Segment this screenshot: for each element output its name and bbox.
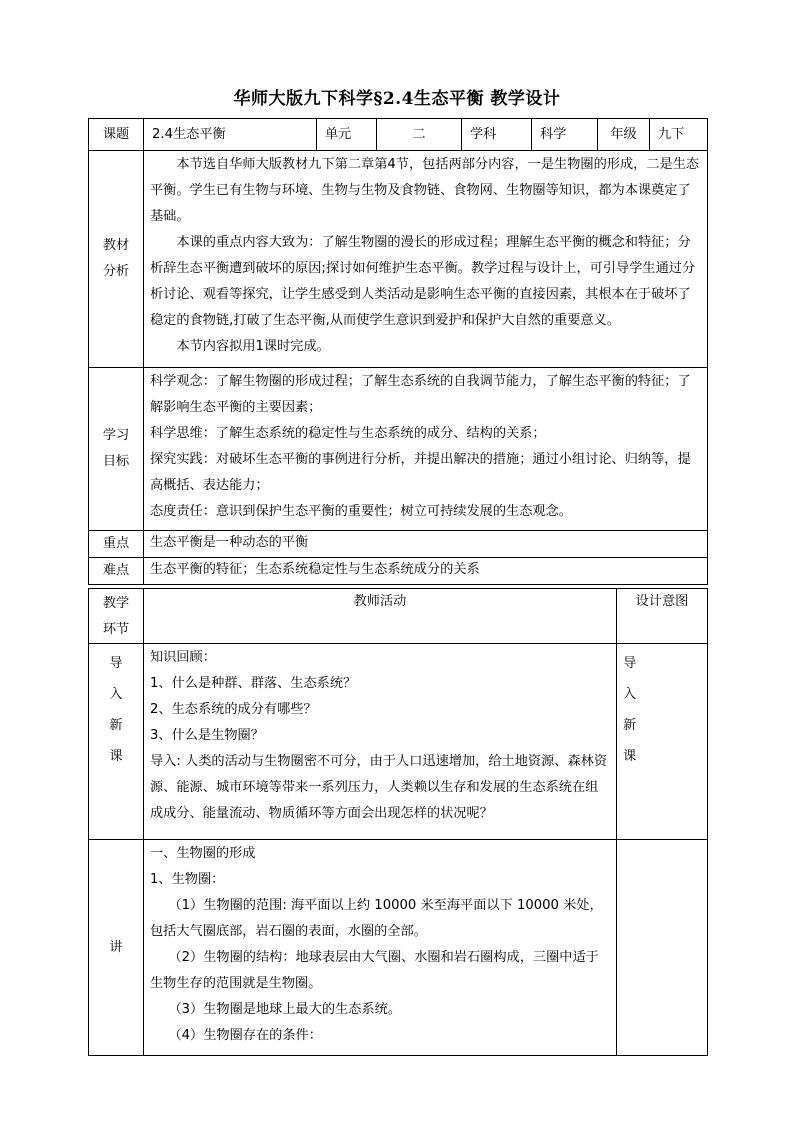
intro-intent-char: 入: [623, 687, 637, 702]
lecture-row: [89, 840, 708, 1056]
intro-intent: [617, 644, 708, 840]
objective-item: 科学思维：了解生态系统的稳定性与生态系统的成分、结构的关系；: [150, 426, 546, 441]
intro-line: 知识回顾：: [150, 650, 216, 665]
difficulty-label: 难点: [89, 558, 144, 585]
analysis-label-line: 分析: [102, 264, 130, 279]
intro-line: 2、生态系统的成分有哪些？: [150, 702, 317, 717]
analysis-paragraph: 本课的重点内容大致为：了解生物圈的漫长的形成过程；理解生态平衡的概念和特征；分析辞生态平衡遭到破坏的原因;探讨如何维护生态平衡。教学过程与设计上，可引导学生通过分析讨论、观看等探究，让学生感受到人类活动是影响生态平衡的直接因素，其根本在于破坏了稳定的食物链,打破了生态平衡,从而使学生意识到爱护和保护大自然的重要意义。: [150, 235, 696, 328]
lecture-content: [144, 840, 617, 1056]
subject-label: 学科: [462, 119, 532, 151]
header-row: [89, 119, 708, 151]
intro-intent-char: 新: [623, 718, 637, 733]
analysis-row: [89, 151, 708, 368]
difficulty-row: [89, 558, 708, 585]
page-title: 华师大版九下科学§2.4生态平衡 教学设计: [233, 89, 561, 109]
intro-stage-char: 课: [109, 749, 123, 764]
intro-line: 导入: 人类的活动与生物圈密不可分，由于人口迅速增加，给土地资源、森林资源、能源、城市环境等带来一系列压力，人类赖以生存和发展的生态系统在组成成分、能量流动、物质循环等方面会出现怎样的状况呢？: [150, 754, 608, 821]
stage-header-line: 教学: [102, 596, 130, 611]
lecture-line: （1）生物圈的范围: 海平面以上约 10000 米至海平面以下 10000 米处，包括大气圈底部，岩石圈的表面，水圈的全部。: [150, 898, 603, 939]
lesson-info-table: [88, 118, 708, 585]
intro-line: 1、什么是种群、群落、生态系统？: [150, 676, 357, 691]
lecture-stage: 讲: [89, 840, 144, 1056]
unit-label: 单元: [317, 119, 377, 151]
objective-item: 科学观念：了解生物圈的形成过程；了解生态系统的自我调节能力，了解生态平衡的特征；了解影响生态平衡的主要因素；: [150, 374, 691, 415]
intro-row: [89, 644, 708, 840]
design-intent-header: 设计意图: [617, 589, 708, 644]
key-point-label: 重点: [89, 531, 144, 558]
intro-intent-char: 导: [623, 656, 637, 671]
objectives-label-line: 目标: [102, 454, 130, 469]
process-header-row: [89, 589, 708, 644]
objectives-row: [89, 368, 708, 531]
key-point-row: [89, 531, 708, 558]
analysis-label-line: 教材: [102, 238, 130, 253]
grade-value: 九下: [650, 119, 708, 151]
intro-line: 3、什么是生物圈？: [150, 728, 264, 743]
intro-stage-char: 导: [109, 656, 123, 671]
unit-value: 二: [377, 119, 462, 151]
analysis-content: [144, 151, 708, 368]
intro-stage: [89, 644, 144, 840]
subject-value: 科学: [532, 119, 598, 151]
objectives-content: [144, 368, 708, 531]
intro-stage-char: 入: [109, 687, 123, 702]
objective-item: 态度责任：意识到保护生态平衡的重要性；树立可持续发展的生态观念。: [150, 504, 572, 519]
stage-header-line: 环节: [102, 622, 130, 637]
teacher-activity-header: 教师活动: [144, 589, 617, 644]
lecture-line: 一、生物圈的形成: [150, 846, 256, 861]
lecture-intent: [617, 840, 708, 1056]
difficulty-text: 生态平衡的特征；生态系统稳定性与生态系统成分的关系: [144, 558, 708, 585]
intro-content: [144, 644, 617, 840]
topic-value: 2.4生态平衡: [144, 119, 317, 151]
teaching-process-table: [88, 588, 708, 1056]
objective-item: 探究实践：对破坏生态平衡的事例进行分析，并提出解决的措施；通过小组讨论、归纳等，提高概括、表达能力；: [150, 452, 691, 493]
grade-label: 年级: [598, 119, 650, 151]
topic-label: 课题: [89, 119, 144, 151]
analysis-label: [89, 151, 144, 368]
analysis-paragraph: 本节内容拟用1课时完成。: [176, 339, 330, 354]
lecture-line: （2）生物圈的结构：地球表层由大气圈、水圈和岩石圈构成，三圈中适于生物生存的范围就是生物圈。: [150, 950, 599, 991]
lecture-line: 1、生物圈：: [150, 872, 225, 887]
key-point-text: 生态平衡是一种动态的平衡: [144, 531, 708, 558]
intro-intent-char: 课: [623, 749, 637, 764]
lecture-line: （3）生物圈是地球上最大的生态系统。: [168, 1002, 402, 1017]
intro-stage-char: 新: [109, 718, 123, 733]
objectives-label: [89, 368, 144, 531]
analysis-paragraph: 本节选自华师大版教材九下第二章第4节，包括两部分内容，一是生物圈的形成，二是生态平衡。学生已有生物与环境、生物与生物及食物链、食物网、生物圈等知识，都为本课奠定了基础。: [150, 157, 700, 224]
stage-header: [89, 589, 144, 644]
objectives-label-line: 学习: [102, 428, 130, 443]
lecture-line: （4）生物圈存在的条件：: [168, 1028, 322, 1043]
